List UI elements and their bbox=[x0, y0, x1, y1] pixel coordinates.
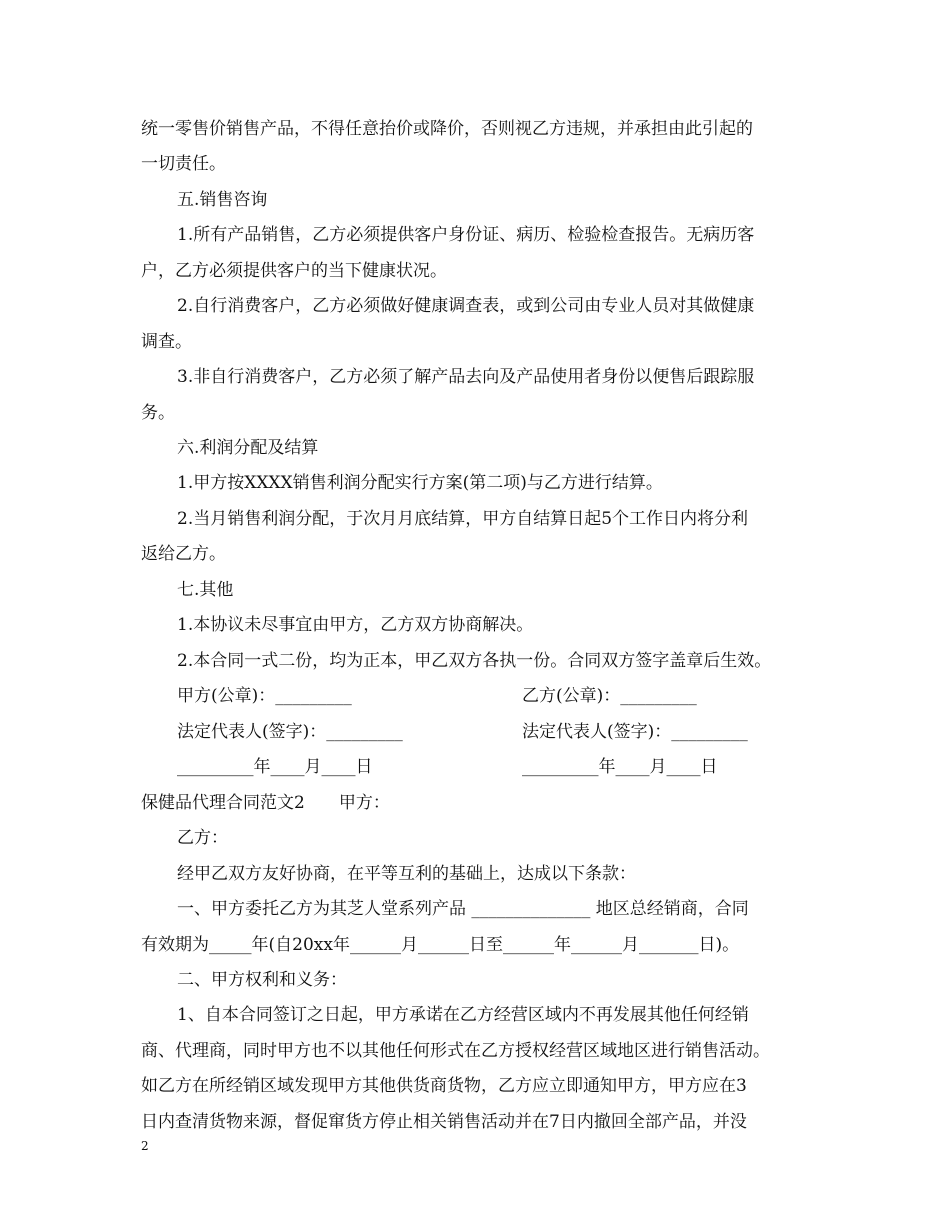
page-number: 2 bbox=[141, 1139, 149, 1153]
body-line: 1.本协议未尽事宜由甲方，乙方双方协商解决。 bbox=[177, 615, 534, 635]
party-a-rep-field: 法定代表人(签字)：_________ bbox=[177, 722, 403, 742]
section-heading: 五.销售咨询 bbox=[177, 190, 268, 210]
body-line: 日内查清货物来源，督促窜货方停止相关销售活动并在7日内撤回全部产品，并没 bbox=[141, 1112, 747, 1132]
body-line: 1.所有产品销售，乙方必须提供客户身份证、病历、检验检查报告。无病历客 bbox=[177, 225, 755, 245]
body-line: 有效期为_____年(自20xx年______月______日至______年______月_______日)。 bbox=[141, 935, 740, 955]
body-line: 1、自本合同签订之日起，甲方承诺在乙方经营区域内不再发展其他任何经销 bbox=[177, 1005, 749, 1025]
body-line: 统一零售价销售产品，不得任意抬价或降价，否则视乙方违规，并承担由此引起的 bbox=[141, 119, 753, 139]
body-line: 调查。 bbox=[141, 332, 192, 352]
body-line: 2.当月销售利润分配，于次月月底结算，甲方自结算日起5个工作日内将分利 bbox=[177, 509, 749, 529]
body-line: 商、代理商，同时甲方也不以其他任何形式在乙方授权经营区域地区进行销售活动。 bbox=[141, 1041, 770, 1061]
body-line: 一、甲方委托乙方为其芝人堂系列产品 ______________ 地区总经销商，合同 bbox=[177, 899, 749, 919]
contract-title-line: 保健品代理合同范文2 甲方： bbox=[141, 793, 390, 813]
body-line: 如乙方在所经销区域发现甲方其他供货商货物，乙方应立即通知甲方，甲方应在3 bbox=[141, 1076, 747, 1096]
section-heading: 六.利润分配及结算 bbox=[177, 438, 319, 458]
section-heading: 七.其他 bbox=[177, 580, 234, 600]
body-line: 3.非自行消费客户，乙方必须了解产品去向及产品使用者身份以便售后跟踪服 bbox=[177, 367, 755, 387]
party-b-date-field: _________年____月____日 bbox=[522, 757, 718, 777]
party-b-rep-field: 法定代表人(签字)：_________ bbox=[522, 722, 748, 742]
body-line: 一切责任。 bbox=[141, 154, 226, 174]
party-a-seal-field: 甲方(公章)：_________ bbox=[177, 686, 352, 706]
body-line: 乙方： bbox=[177, 828, 228, 848]
body-line: 1.甲方按XXXX销售利润分配实行方案(第二项)与乙方进行结算。 bbox=[177, 473, 663, 493]
body-line: 经甲乙双方友好协商，在平等互利的基础上，达成以下条款： bbox=[177, 864, 636, 884]
body-line: 务。 bbox=[141, 403, 175, 423]
body-line: 2.本合同一式二份，均为正本，甲乙双方各执一份。合同双方签字盖章后生效。 bbox=[177, 651, 772, 671]
body-line: 2.自行消费客户，乙方必须做好健康调查表，或到公司由专业人员对其做健康 bbox=[177, 296, 755, 316]
body-line: 返给乙方。 bbox=[141, 544, 226, 564]
body-line: 户，乙方必须提供客户的当下健康状况。 bbox=[141, 261, 447, 281]
party-a-date-field: _________年____月____日 bbox=[177, 757, 373, 777]
party-b-seal-field: 乙方(公章)：_________ bbox=[522, 686, 697, 706]
section-heading: 二、甲方权利和义务： bbox=[177, 970, 347, 990]
